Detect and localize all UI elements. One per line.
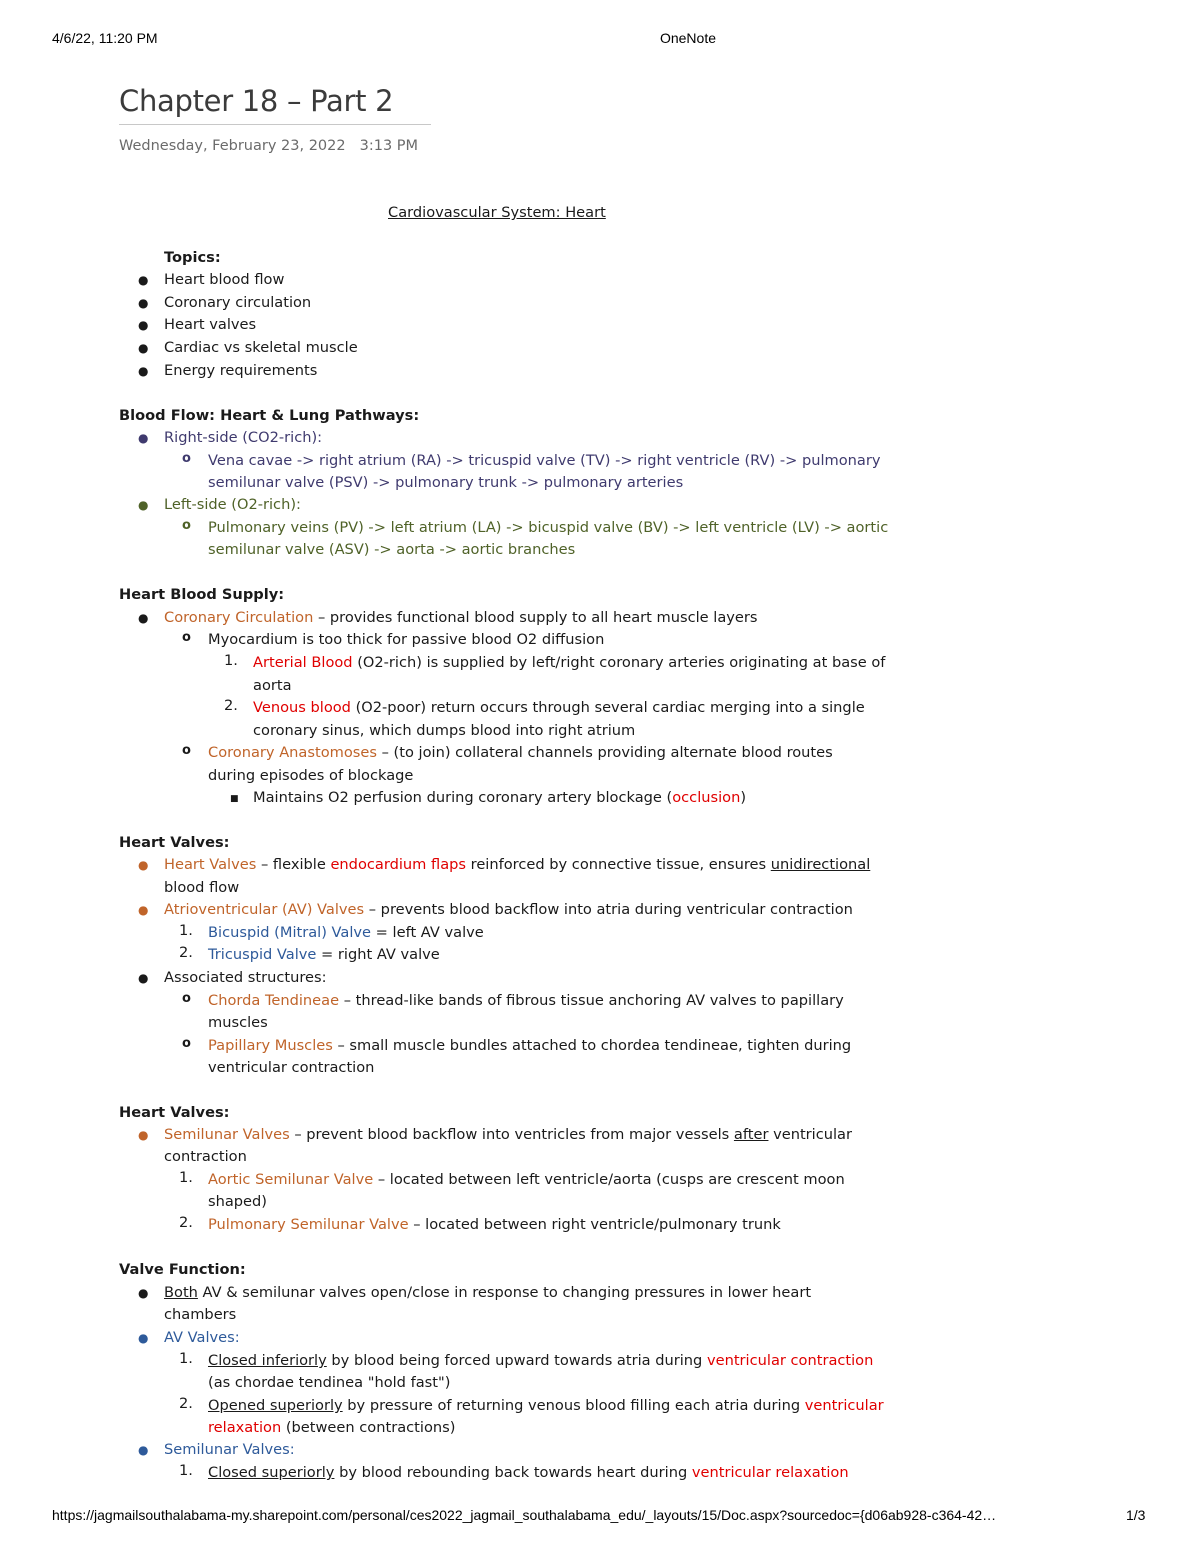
heart-valves-cont: blood flow	[164, 879, 240, 896]
semilunar-valves-label: Semilunar Valves:	[164, 1441, 295, 1458]
bullet-icon: ●	[138, 971, 149, 985]
bullet-icon: ●	[138, 1286, 149, 1300]
list-number: 2.	[224, 697, 238, 714]
circle-bullet-icon: o	[182, 1036, 191, 1051]
valve-function-heading: Valve Function:	[119, 1261, 246, 1278]
right-side-label: Right-side (CO2-rich):	[164, 429, 323, 446]
page-date-day: Wednesday, February 23, 2022	[119, 138, 346, 154]
circle-bullet-icon: o	[182, 743, 191, 758]
associated-structures: Associated structures:	[164, 969, 327, 986]
anastomoses-cont: during episodes of blockage	[208, 767, 414, 784]
left-side-label: Left-side (O2-rich):	[164, 496, 301, 513]
papillary-cont: ventricular contraction	[208, 1059, 375, 1076]
both-valves-item: Both AV & semilunar valves open/close in response to changing pressures in lower heart	[164, 1284, 812, 1301]
arterial-blood-cont: aorta	[253, 677, 292, 694]
pulmonary-sv-item: Pulmonary Semilunar Valve – located between right ventricle/pulmonary trunk	[208, 1216, 781, 1233]
page-title: Chapter 18 – Part 2	[119, 84, 394, 118]
bullet-icon: ●	[138, 903, 149, 917]
right-path: Vena cavae -> right atrium (RA) -> tricuspid valve (TV) -> right ventricle (RV) -> pulmonary	[208, 452, 881, 469]
papillary-item: Papillary Muscles – small muscle bundles attached to chordea tendineae, tighten during	[208, 1037, 852, 1054]
heart-valves-heading: Heart Valves:	[119, 834, 230, 851]
list-item: Heart blood flow	[164, 271, 285, 288]
bullet-icon: ●	[138, 1331, 149, 1345]
heart-valves-heading-2: Heart Valves:	[119, 1104, 230, 1121]
bullet-icon: ●	[138, 364, 149, 378]
bullet-icon: ●	[138, 431, 149, 445]
print-footer-url: https://jagmailsouthalabama-my.sharepoint.com/personal/ces2022_jagmail_southalabama_edu/_layouts/15/Doc.aspx?sourcedoc={d06ab928-c364-42…	[52, 1507, 997, 1523]
bullet-icon: ●	[138, 273, 149, 287]
circle-bullet-icon: o	[182, 518, 191, 533]
closed-inferiorly-cont: (as chordae tendinea "hold fast")	[208, 1374, 451, 1391]
closed-superiorly-item: Closed superiorly by blood rebounding back towards heart during ventricular relaxation	[208, 1464, 849, 1481]
opened-superiorly-cont: relaxation (between contractions)	[208, 1419, 456, 1436]
square-bullet-icon: ■	[230, 794, 239, 804]
tricuspid-item: Tricuspid Valve = right AV valve	[208, 946, 440, 963]
list-number: 1.	[179, 1462, 193, 1479]
left-path-cont: semilunar valve (ASV) -> aorta -> aortic branches	[208, 541, 576, 558]
anastomoses-item: Coronary Anastomoses – (to join) collateral channels providing alternate blood routes	[208, 744, 833, 761]
list-number: 2.	[179, 944, 193, 961]
list-number: 1.	[179, 1169, 193, 1186]
heart-valves-item: Heart Valves – flexible endocardium flaps reinforced by connective tissue, ensures unidirectional	[164, 856, 871, 873]
circle-bullet-icon: o	[182, 630, 191, 645]
chorda-cont: muscles	[208, 1014, 268, 1031]
opened-superiorly-item: Opened superiorly by pressure of returning venous blood filling each atria during ventricular	[208, 1397, 884, 1414]
bullet-icon: ●	[138, 858, 149, 872]
venous-blood-cont: coronary sinus, which dumps blood into right atrium	[253, 722, 636, 739]
myocardium-item: Myocardium is too thick for passive blood O2 diffusion	[208, 631, 605, 648]
bicuspid-item: Bicuspid (Mitral) Valve = left AV valve	[208, 924, 484, 941]
av-valves-label: AV Valves:	[164, 1329, 240, 1346]
bullet-icon: ●	[138, 318, 149, 332]
av-valves-item: Atrioventricular (AV) Valves – prevents blood backflow into atria during ventricular contraction	[164, 901, 853, 918]
blood-flow-heading: Blood Flow: Heart & Lung Pathways:	[119, 407, 420, 424]
list-number: 1.	[179, 922, 193, 939]
topics-heading: Topics:	[164, 249, 221, 266]
perfusion-item: Maintains O2 perfusion during coronary artery blockage (occlusion)	[253, 789, 747, 806]
closed-inferiorly-item: Closed inferiorly by blood being forced upward towards atria during ventricular contraction	[208, 1352, 874, 1369]
list-number: 1.	[179, 1350, 193, 1367]
bullet-icon: ●	[138, 1128, 149, 1142]
bullet-icon: ●	[138, 296, 149, 310]
coronary-circulation-item: Coronary Circulation – provides functional blood supply to all heart muscle layers	[164, 609, 758, 626]
arterial-blood-item: Arterial Blood (O2-rich) is supplied by left/right coronary arteries originating at base of	[253, 654, 886, 671]
aortic-sv-item: Aortic Semilunar Valve – located between left ventricle/aorta (cusps are crescent moon	[208, 1171, 845, 1188]
print-header-app: OneNote	[659, 30, 717, 46]
bullet-icon: ●	[138, 341, 149, 355]
list-item: Heart valves	[164, 316, 257, 333]
right-path-cont: semilunar valve (PSV) -> pulmonary trunk -> pulmonary arteries	[208, 474, 684, 491]
list-item: Coronary circulation	[164, 294, 312, 311]
semilunar-item: Semilunar Valves – prevent blood backflow into ventricles from major vessels after ventricular	[164, 1126, 853, 1143]
doc-heading: Cardiovascular System: Heart	[388, 204, 606, 221]
list-number: 1.	[224, 652, 238, 669]
left-path: Pulmonary veins (PV) -> left atrium (LA) -> bicuspid valve (BV) -> left ventricle (LV) -> aortic	[208, 519, 889, 536]
both-valves-cont: chambers	[164, 1306, 237, 1323]
print-header-datetime: 4/6/22, 11:20 PM	[52, 30, 158, 46]
blood-supply-heading: Heart Blood Supply:	[119, 586, 285, 603]
print-footer-page: 1/3	[1126, 1507, 1146, 1523]
title-divider	[119, 124, 431, 125]
list-number: 2.	[179, 1214, 193, 1231]
list-item: Cardiac vs skeletal muscle	[164, 339, 358, 356]
bullet-icon: ●	[138, 1443, 149, 1457]
circle-bullet-icon: o	[182, 991, 191, 1006]
venous-blood-item: Venous blood (O2-poor) return occurs through several cardiac merging into a single	[253, 699, 865, 716]
list-item: Energy requirements	[164, 362, 318, 379]
bullet-icon: ●	[138, 611, 149, 625]
chorda-item: Chorda Tendineae – thread-like bands of fibrous tissue anchoring AV valves to papillary	[208, 992, 844, 1009]
list-number: 2.	[179, 1395, 193, 1412]
bullet-icon: ●	[138, 498, 149, 512]
semilunar-cont: contraction	[164, 1148, 247, 1165]
aortic-sv-cont: shaped)	[208, 1193, 267, 1210]
page-date-time: 3:13 PM	[359, 138, 419, 154]
circle-bullet-icon: o	[182, 451, 191, 466]
page-date	[119, 138, 418, 154]
